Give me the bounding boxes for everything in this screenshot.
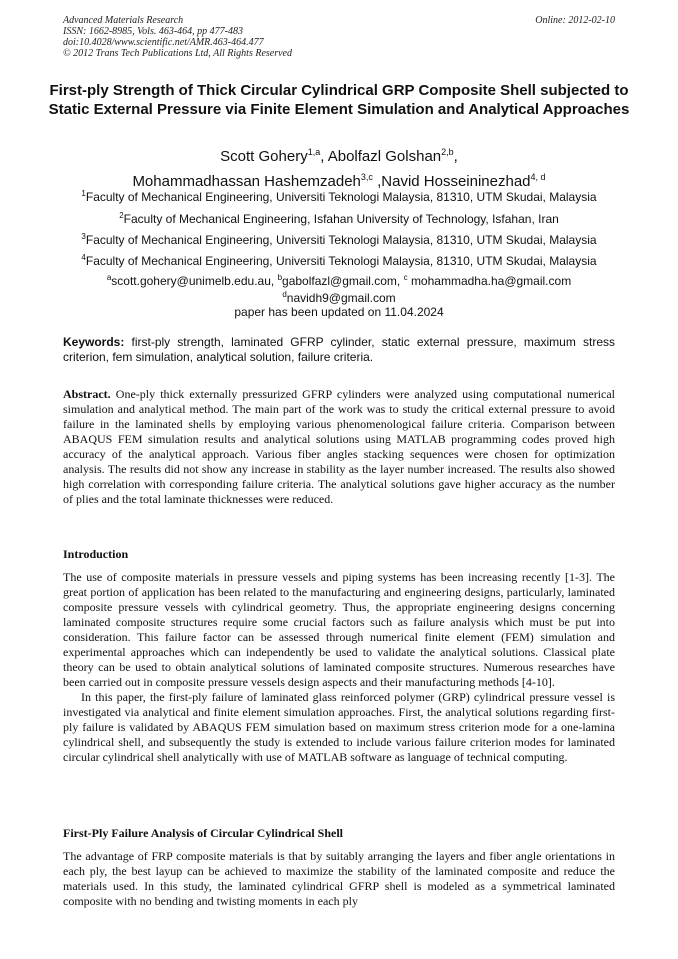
keywords-text: first-ply strength, laminated GFRP cylinder, static external pressure, maximum stress criterion, fem simulation, analytical solution, failure criteria.	[63, 335, 615, 364]
author-name: Abolfazl Golshan	[327, 148, 442, 165]
affiliation-text: Faculty of Mechanical Engineering, Universiti Teknologi Malaysia, 81310, UTM Skudai, Malaysia	[85, 233, 597, 247]
abstract-text: One-ply thick externally pressurized GFRP cylinders were analyzed using computational numerical simulation and analytical method. The main part of the work was to study the critical external pressure to avoid failure in the laminated shells by employing various phenomenological failure criteria. Comparison between ABAQUS FEM simulation results and analytical solutions using MATLAB programming codes proved high accuracy of the analytical approach. Various fiber angles stacking sequences were chosen for optimization analysis. The results did not show any increase in stability as the layer number increased. The results also showed high correlation with corresponding failure criteria. The analytical solutions gave higher accuracy as the number of plies and the total laminate thicknesses were reduced.	[63, 387, 616, 506]
abstract-block	[63, 387, 615, 507]
email-link[interactable]: gabolfazl@gmail.com,	[282, 274, 401, 288]
keywords-label: Keywords:	[63, 335, 125, 349]
paragraph: In this paper, the first-ply failure of laminated glass reinforced polymer (GRP) cylindrical pressure vessel is investigated via analytical and finite element simulation approaches. First, the analytical solutions regarding first-ply failure is validated by ABAQUS FEM simulation based on maximum stress criterion mode for a one-lamina cylindrical shell, and subsequently the study is extended to include various failure criterion modes for laminated circular cylindrical shell analytically with use of MATLAB software as language of technical computing.	[63, 690, 615, 764]
paper-title: First-ply Strength of Thick Circular Cylindrical GRP Composite Shell subjected to Static External Pressure via Finite Element Simulation and Analytical Approaches	[48, 82, 630, 118]
affiliation	[40, 230, 638, 247]
paragraph: The use of composite materials in pressure vessels and piping systems has been increasing recently [1-3]. The great portion of application has been related to the manufacturing and engineering designs, particularly, laminated composite pressure vessels with cylindrical geometry. Thus, the appropriate engineering designs concerning laminated composite structures require some crucial factors such as failure analysis which must be put into consideration. This failure factor can be assessed through numerical finite element (FEM) simulation and experimental approaches which can independently be used to validate the analytical solutions. Classical plate theory can be used to obtain analytical solutions of laminated composite structures. Numerous researches have been carried out in composite pressure vessels design aspects and their manufacturing methods [4-10].	[63, 570, 615, 689]
affiliation-sup: 2	[119, 211, 124, 220]
email-block	[40, 271, 638, 319]
email-link[interactable]: scott.gohery@unimelb.edu.au,	[111, 274, 275, 288]
author-sup: 1,a	[307, 147, 321, 157]
section-heading-introduction: Introduction	[63, 547, 129, 561]
affiliation-sup: 1	[81, 189, 86, 198]
paragraph: The advantage of FRP composite materials is that by suitably arranging the layers and fiber angle orientations in each ply, the best layup can be achieved to maximize the stability of the laminated composite and reduce the materials used. In this study, the laminated cylindrical GFRP shell is modeled as a symmetrical laminated composite with no bending and twisting moments in each ply	[63, 849, 615, 908]
issn-line: ISSN: 1662-8985, Vols. 463-464, pp 477-483	[63, 26, 243, 37]
author-sup: 4, d	[530, 172, 546, 182]
author-sup: 3,c	[360, 172, 373, 182]
keywords-block	[63, 335, 615, 365]
author-sup: 2,b	[441, 147, 454, 157]
section-heading-first-ply: First-Ply Failure Analysis of Circular Cylindrical Shell	[63, 826, 344, 840]
update-note: paper has been updated on 11.04.2024	[234, 305, 444, 319]
introduction-body	[63, 570, 615, 765]
affiliation	[40, 187, 638, 204]
email-sup: a	[106, 273, 112, 282]
journal-name: Advanced Materials Research	[63, 15, 184, 26]
email-sup: b	[277, 273, 283, 282]
author-name: Scott Gohery	[220, 148, 308, 165]
affiliation-text: Faculty of Mechanical Engineering, Universiti Teknologi Malaysia, 81310, UTM Skudai, Malaysia	[85, 190, 597, 204]
author-name: Mohammadhassan Hashemzadeh	[132, 173, 361, 190]
affiliation-sup: 3	[81, 232, 86, 241]
doi-line: doi:10.4028/www.scientific.net/AMR.463-464.477	[63, 37, 264, 48]
online-date: Online: 2012-02-10	[535, 15, 615, 26]
affiliation	[40, 251, 638, 268]
email-link[interactable]: navidh9@gmail.com	[286, 291, 396, 305]
abstract-label: Abstract.	[63, 387, 111, 401]
email-sup: d	[282, 290, 287, 299]
affiliation-text: Faculty of Mechanical Engineering, Isfahan University of Technology, Isfahan, Iran	[123, 212, 559, 226]
email-sup: c	[403, 273, 408, 282]
copyright-line: © 2012 Trans Tech Publications Ltd, All Rights Reserved	[63, 48, 292, 59]
affiliation	[40, 209, 638, 226]
email-link[interactable]: mohammadha.ha@gmail.com	[410, 274, 572, 288]
journal-header	[63, 15, 615, 59]
section2-body	[63, 849, 615, 909]
affiliation-text: Faculty of Mechanical Engineering, Universiti Teknologi Malaysia, 81310, UTM Skudai, Malaysia	[85, 254, 597, 268]
author-list: Scott Gohery$^{1,a}$, Abolfazl Golshan$^{2,b}$, Mohammadhassan Hashemzadeh$^{3,c}$ ,Navid Hosseininezhad$^{4, d}$	[132, 147, 546, 190]
affiliation-sup: 4	[81, 253, 86, 262]
author-name: Navid Hosseininezhad	[381, 173, 531, 190]
